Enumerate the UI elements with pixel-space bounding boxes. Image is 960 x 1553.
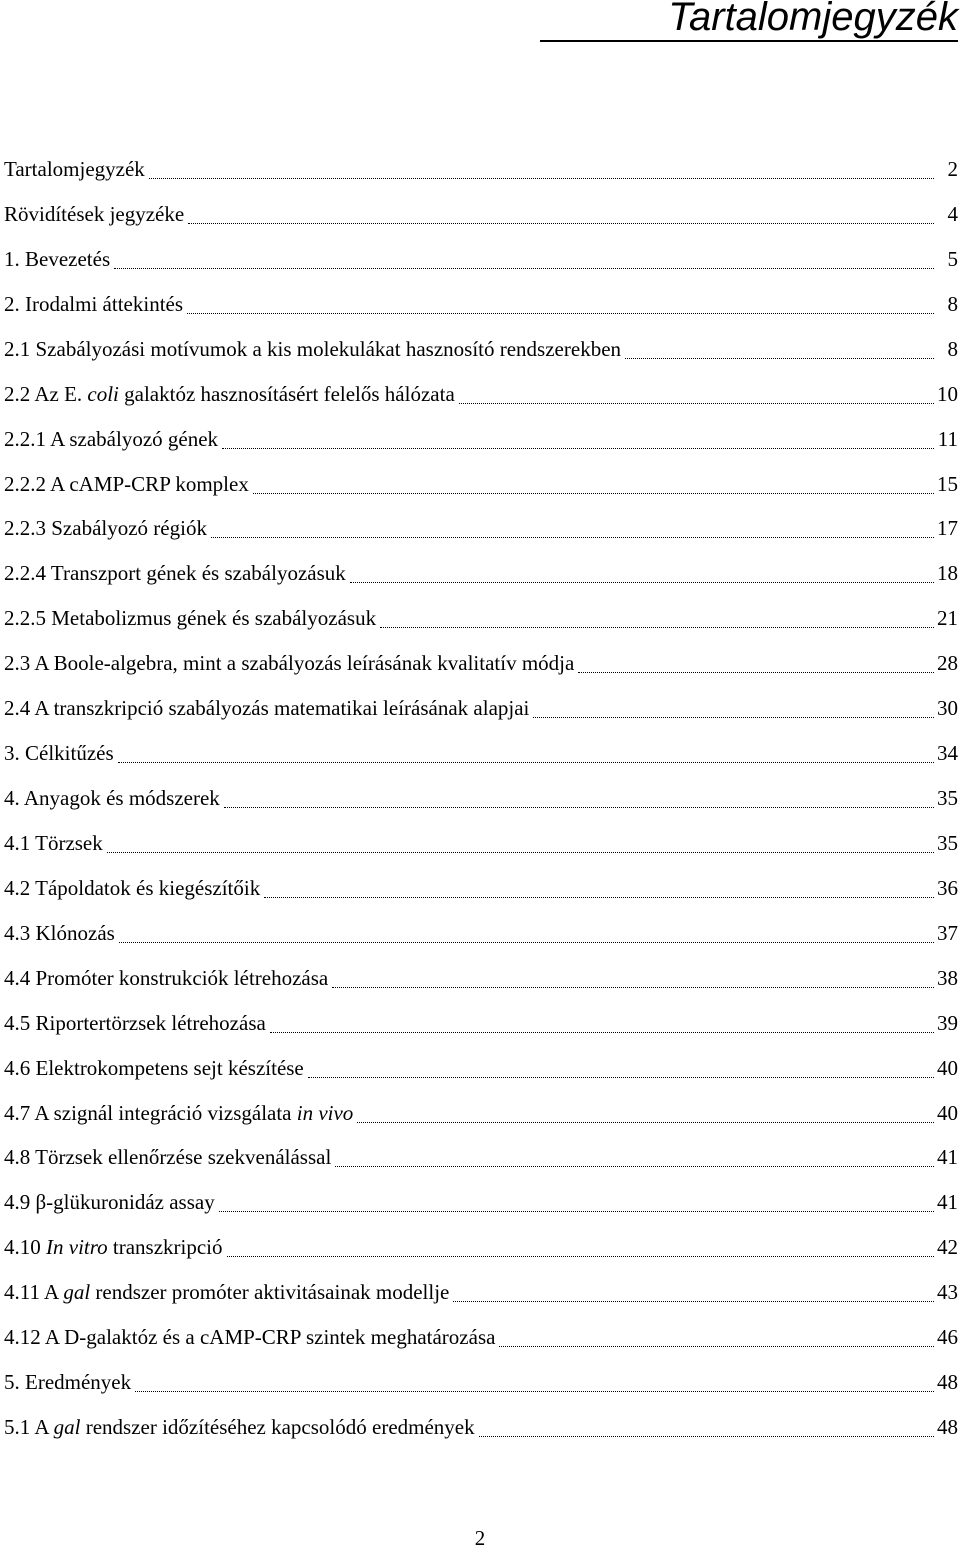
dot-leader — [533, 717, 934, 718]
toc-entry-label: 2.2.4 Transzport gének és szabályozásuk — [4, 561, 346, 586]
toc-entry[interactable] — [4, 1319, 958, 1349]
toc-entry[interactable] — [4, 151, 958, 181]
toc-entry[interactable] — [4, 196, 958, 226]
toc-entry-page: 40 — [937, 1100, 958, 1125]
toc-entry-page: 4 — [947, 201, 958, 226]
toc-entry-page: 37 — [937, 920, 958, 945]
toc-entry-label: 4.4 Promóter konstrukciók létrehozása — [4, 965, 329, 990]
page-number: 2 — [474, 1526, 486, 1550]
dot-leader — [625, 358, 934, 359]
toc-entry-label: 4.2 Tápoldatok és kiegészítőik — [4, 875, 261, 900]
dot-leader — [227, 1256, 934, 1257]
toc-entry-page: 48 — [937, 1370, 958, 1395]
dot-leader — [332, 987, 934, 988]
toc-entry-label: 4.9 β-glükuronidáz assay — [4, 1190, 215, 1215]
page-title: Tartalomjegyzék — [540, 0, 958, 42]
toc-entry[interactable] — [4, 1184, 958, 1214]
dot-leader — [107, 852, 934, 853]
toc-entry-label: 4.10 In vitro transzkripció — [4, 1235, 223, 1260]
toc-entry[interactable] — [4, 600, 958, 630]
toc-entry[interactable] — [4, 915, 958, 945]
toc-entry-label: 5. Eredmények — [4, 1370, 132, 1395]
toc-entry[interactable] — [4, 1229, 958, 1259]
toc-entry-page: 41 — [937, 1145, 958, 1170]
toc-entry-page: 48 — [937, 1415, 958, 1440]
toc-entry-page: 35 — [937, 786, 958, 811]
toc-entry-page: 36 — [937, 875, 958, 900]
dot-leader — [479, 1436, 934, 1437]
toc-entry-page: 5 — [947, 246, 958, 271]
dot-leader — [270, 1032, 934, 1033]
dot-leader — [578, 672, 934, 673]
dot-leader — [119, 942, 934, 943]
toc-entry-label: 4.12 A D-galaktóz és a cAMP-CRP szintek meghatározása — [4, 1325, 496, 1350]
toc-entry-page: 2 — [947, 157, 958, 181]
toc-entry[interactable] — [4, 331, 958, 361]
toc-entry[interactable] — [4, 1095, 958, 1125]
toc-entry-page: 43 — [937, 1280, 958, 1305]
toc-entry-label: 2.2.2 A cAMP-CRP komplex — [4, 471, 249, 496]
dot-leader — [224, 807, 934, 808]
toc-entry-page: 30 — [937, 696, 958, 721]
dot-leader — [188, 223, 934, 224]
toc-entry-label: 2.4 A transzkripció szabályozás matematikai leírásának alapjai — [4, 696, 530, 721]
toc-entry-page: 11 — [937, 426, 958, 451]
toc-entry-page: 38 — [937, 965, 958, 990]
dot-leader — [149, 178, 934, 179]
toc-entry-label: 2. Irodalmi áttekintés — [4, 291, 184, 316]
dot-leader — [118, 762, 934, 763]
toc-entry-label: 2.2.5 Metabolizmus gének és szabályozásuk — [4, 606, 377, 631]
toc-entry[interactable] — [4, 466, 958, 496]
toc-entry[interactable] — [4, 870, 958, 900]
toc-entry-label: 4.8 Törzsek ellenőrzése szekvenálással — [4, 1145, 332, 1170]
toc-entry[interactable] — [4, 241, 958, 271]
toc-entry-page: 21 — [937, 606, 958, 631]
dot-leader — [499, 1346, 934, 1347]
dot-leader — [187, 313, 934, 314]
toc-entry-label: 2.2 Az E. coli galaktóz hasznosításért felelős hálózata — [4, 381, 455, 406]
dot-leader — [357, 1122, 934, 1123]
toc-entry-page: 28 — [937, 651, 958, 676]
dot-leader — [453, 1301, 934, 1302]
toc-entry[interactable] — [4, 510, 958, 540]
toc-entry-label: Tartalomjegyzék — [4, 157, 145, 181]
toc-entry-page: 40 — [937, 1055, 958, 1080]
toc-entry-page: 39 — [937, 1010, 958, 1035]
toc-entry-label: 4. Anyagok és módszerek — [4, 786, 220, 811]
toc-entry-label: 4.7 A szignál integráció vizsgálata in vivo — [4, 1100, 354, 1125]
toc-entry-page: 8 — [947, 291, 958, 316]
toc-entry-label: 1. Bevezetés — [4, 246, 111, 271]
dot-leader — [264, 897, 934, 898]
toc-entry[interactable] — [4, 286, 958, 316]
toc-entry-label: 5.1 A gal rendszer időzítéséhez kapcsolódó eredmények — [4, 1415, 475, 1440]
dot-leader — [219, 1211, 934, 1212]
toc-entry-label: 4.5 Riportertörzsek létrehozása — [4, 1010, 266, 1035]
dot-leader — [135, 1391, 934, 1392]
dot-leader — [222, 448, 934, 449]
toc-entry-page: 8 — [947, 336, 958, 361]
toc-entry[interactable] — [4, 825, 958, 855]
toc-entry-label: 2.1 Szabályozási motívumok a kis molekulákat hasznosító rendszerekben — [4, 336, 622, 361]
toc-entry-label: 2.2.1 A szabályozó gének — [4, 426, 219, 451]
toc-entry-label: 2.3 A Boole-algebra, mint a szabályozás leírásának kvalitatív módja — [4, 651, 575, 676]
toc-entry[interactable] — [4, 1409, 958, 1439]
toc-entry-label: 4.11 A gal rendszer promóter aktivitásainak modellje — [4, 1280, 450, 1305]
toc-entry[interactable] — [4, 1050, 958, 1080]
toc-entry-page: 18 — [937, 561, 958, 586]
toc-entry-page: 46 — [937, 1325, 958, 1350]
toc-entry[interactable] — [4, 645, 958, 675]
toc-entry-label: 4.1 Törzsek — [4, 830, 103, 855]
toc-entry[interactable] — [4, 960, 958, 990]
dot-leader — [335, 1166, 934, 1167]
toc-entry-page: 17 — [937, 516, 958, 541]
toc-entry[interactable] — [4, 1005, 958, 1035]
toc-entry[interactable] — [4, 376, 958, 406]
toc-entry-page: 35 — [937, 830, 958, 855]
dot-leader — [350, 582, 934, 583]
dot-leader — [380, 627, 934, 628]
toc-entry-page: 34 — [937, 741, 958, 766]
toc-entry-page: 42 — [937, 1235, 958, 1260]
toc-entry-label: 3. Célkitűzés — [4, 741, 114, 766]
toc-entry[interactable] — [4, 1274, 958, 1304]
toc-entry-label: 4.6 Elektrokompetens sejt készítése — [4, 1055, 304, 1080]
toc-entry-label: Rövidítések jegyzéke — [4, 201, 185, 226]
toc-entry[interactable] — [4, 1139, 958, 1169]
dot-leader — [253, 493, 934, 494]
toc-entry[interactable] — [4, 421, 958, 451]
toc-entry-label: 2.2.3 Szabályozó régiók — [4, 516, 207, 541]
dot-leader — [308, 1077, 934, 1078]
toc-entry[interactable] — [4, 735, 958, 765]
dot-leader — [211, 537, 934, 538]
toc-entry[interactable] — [4, 690, 958, 720]
toc-entry-page: 41 — [937, 1190, 958, 1215]
toc-entry[interactable] — [4, 780, 958, 810]
dot-leader — [459, 403, 934, 404]
toc-entry-page: 10 — [937, 381, 958, 406]
toc-entry-label: 4.3 Klónozás — [4, 920, 115, 945]
toc-entry-page: 15 — [937, 471, 958, 496]
dot-leader — [114, 268, 934, 269]
toc-entry[interactable] — [4, 555, 958, 585]
toc-entry[interactable] — [4, 1364, 958, 1394]
